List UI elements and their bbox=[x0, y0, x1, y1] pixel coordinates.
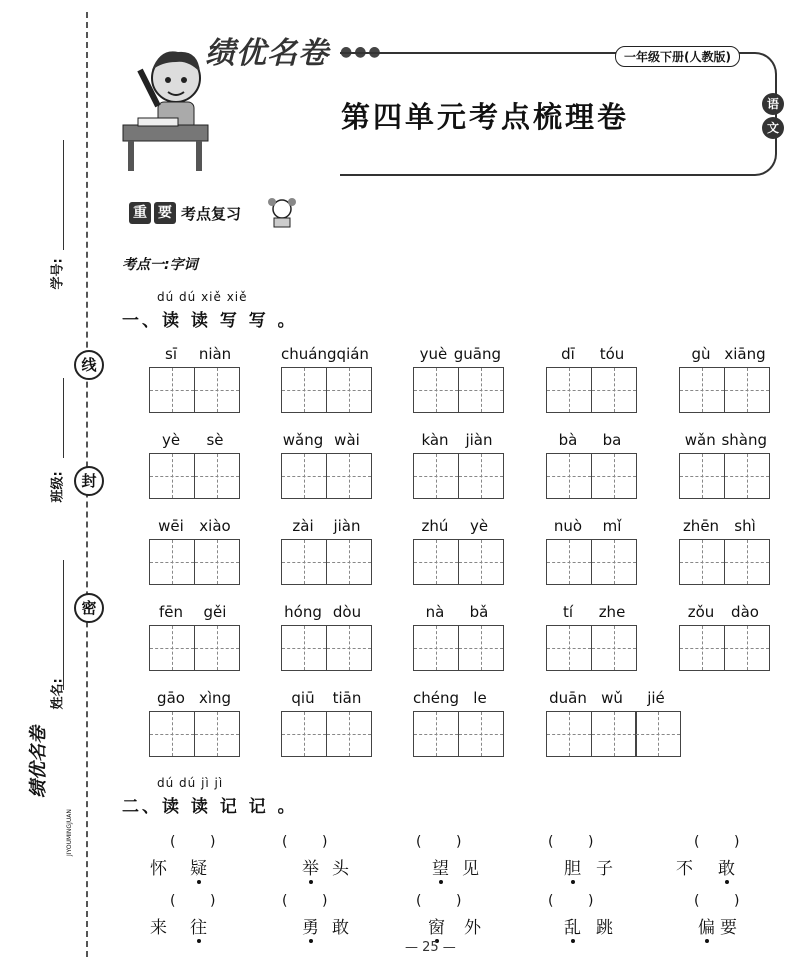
class-label: 班级: bbox=[50, 471, 66, 503]
paren-right: ) bbox=[734, 834, 740, 850]
pinyin-row bbox=[546, 517, 634, 535]
student-at-desk-illustration bbox=[118, 40, 213, 175]
paren-left: ( bbox=[282, 834, 288, 850]
tianzige-cell[interactable] bbox=[724, 625, 770, 671]
tianzige-cell[interactable] bbox=[679, 367, 725, 413]
tianzige-cell[interactable] bbox=[281, 539, 327, 585]
tianzige-cell[interactable] bbox=[149, 453, 195, 499]
read-remember-item bbox=[282, 834, 382, 894]
pinyin-row bbox=[546, 689, 678, 707]
writing-cells bbox=[413, 711, 504, 757]
paren-right: ) bbox=[210, 893, 216, 909]
word-item bbox=[149, 517, 237, 585]
pinyin-row bbox=[281, 431, 369, 449]
tianzige-cell[interactable] bbox=[591, 711, 637, 757]
writing-cells bbox=[281, 453, 372, 499]
pinyin-syllable: yè bbox=[161, 431, 181, 449]
pinyin-row bbox=[679, 517, 767, 535]
paren-left: ( bbox=[416, 834, 422, 850]
seal-xian: 线 bbox=[74, 350, 104, 380]
pinyin-syllable: nà bbox=[425, 603, 445, 621]
pinyin-syllable: wēi bbox=[158, 517, 184, 535]
student-no-label: 学号: bbox=[50, 258, 66, 290]
emphasis-dot bbox=[309, 880, 313, 884]
hanzi-char: 窗 bbox=[428, 918, 445, 938]
tianzige-cell[interactable] bbox=[591, 367, 637, 413]
word-item bbox=[149, 431, 237, 499]
tianzige-cell[interactable] bbox=[635, 711, 681, 757]
emphasis-dot bbox=[197, 880, 201, 884]
word-item bbox=[281, 689, 369, 757]
pinyin-syllable: niàn bbox=[198, 345, 232, 363]
writing-cells bbox=[679, 453, 770, 499]
pinyin-syllable: fēn bbox=[158, 603, 184, 621]
hanzi-char: 勇 bbox=[302, 918, 319, 938]
writing-cells bbox=[281, 711, 372, 757]
paren-left: ( bbox=[548, 834, 554, 850]
paren-right: ) bbox=[588, 893, 594, 909]
word-item bbox=[281, 345, 369, 413]
pinyin-syllable: tí bbox=[562, 603, 574, 621]
pinyin-syllable: zhēn bbox=[682, 517, 720, 535]
pinyin-syllable: shì bbox=[734, 517, 756, 535]
pinyin-row bbox=[149, 345, 237, 363]
pinyin-syllable: ba bbox=[602, 431, 622, 449]
pinyin-syllable: tiān bbox=[332, 689, 362, 707]
hanzi-char: 跳 bbox=[596, 918, 613, 938]
pinyin-syllable: dòu bbox=[332, 603, 362, 621]
word-item bbox=[413, 689, 501, 757]
tianzige-cell[interactable] bbox=[326, 625, 372, 671]
word-item bbox=[281, 603, 369, 671]
writing-cells bbox=[149, 711, 240, 757]
writing-cells bbox=[149, 367, 240, 413]
paren-right: ) bbox=[210, 834, 216, 850]
pinyin-syllable: hóng bbox=[284, 603, 322, 621]
pinyin-row bbox=[679, 603, 767, 621]
word-item bbox=[149, 345, 237, 413]
pinyin-syllable: xìng bbox=[198, 689, 232, 707]
emphasis-dot bbox=[439, 880, 443, 884]
pinyin-row bbox=[546, 603, 634, 621]
tianzige-cell[interactable] bbox=[149, 367, 195, 413]
pinyin-syllable: duān bbox=[549, 689, 587, 707]
pinyin-syllable: bà bbox=[558, 431, 578, 449]
tianzige-cell[interactable] bbox=[724, 453, 770, 499]
pinyin-row bbox=[149, 689, 237, 707]
vertical-logo-text: 绩优名卷 bbox=[28, 726, 49, 798]
tag-box-1: 重 bbox=[129, 202, 151, 224]
tianzige-cell[interactable] bbox=[326, 711, 372, 757]
pinyin-row bbox=[149, 431, 237, 449]
q2-pinyin: dú dú jì jì bbox=[157, 776, 224, 790]
word-item bbox=[413, 431, 501, 499]
pinyin-row bbox=[281, 517, 369, 535]
pinyin-syllable: yuè bbox=[419, 345, 448, 363]
word-item bbox=[546, 431, 634, 499]
emphasis-dot bbox=[705, 939, 709, 943]
read-remember-item bbox=[548, 893, 648, 953]
tag-text: 考点复习 bbox=[181, 205, 242, 223]
read-remember-item bbox=[416, 834, 516, 894]
tianzige-cell[interactable] bbox=[546, 367, 592, 413]
tianzige-cell[interactable] bbox=[413, 625, 459, 671]
writing-cells bbox=[546, 367, 637, 413]
tianzige-cell[interactable] bbox=[679, 453, 725, 499]
hanzi-char: 子 bbox=[596, 859, 613, 879]
pinyin-row bbox=[149, 603, 237, 621]
hanzi-char: 敢 bbox=[718, 859, 735, 879]
word-item bbox=[546, 517, 634, 585]
paren-left: ( bbox=[694, 834, 700, 850]
pinyin-syllable: jiàn bbox=[333, 517, 361, 535]
writing-cells bbox=[679, 539, 770, 585]
read-remember-item bbox=[150, 834, 250, 894]
paren-left: ( bbox=[548, 893, 554, 909]
pinyin-syllable: wǎng bbox=[282, 431, 324, 449]
pinyin-syllable: sè bbox=[206, 431, 224, 449]
writing-cells bbox=[281, 625, 372, 671]
writing-cells bbox=[149, 625, 240, 671]
vertical-logo-sub: JIYOUMINGJUAN bbox=[66, 809, 73, 856]
paren-right: ) bbox=[588, 834, 594, 850]
pinyin-syllable: zhú bbox=[421, 517, 449, 535]
tianzige-cell[interactable] bbox=[326, 539, 372, 585]
tianzige-cell[interactable] bbox=[546, 453, 592, 499]
read-remember-item bbox=[672, 893, 772, 953]
seal-mi: 密 bbox=[74, 593, 104, 623]
emphasis-dot bbox=[309, 939, 313, 943]
hanzi-char: 不 bbox=[676, 859, 693, 879]
tianzige-cell[interactable] bbox=[458, 453, 504, 499]
pinyin-row bbox=[546, 345, 634, 363]
tianzige-cell[interactable] bbox=[194, 367, 240, 413]
writing-cells bbox=[281, 367, 372, 413]
read-remember-item bbox=[282, 893, 382, 953]
word-item bbox=[679, 431, 767, 499]
pinyin-syllable: dào bbox=[731, 603, 759, 621]
hanzi-char: 敢 bbox=[332, 918, 349, 938]
writing-cells bbox=[546, 453, 637, 499]
tianzige-cell[interactable] bbox=[281, 711, 327, 757]
writing-cells bbox=[679, 625, 770, 671]
writing-cells bbox=[546, 711, 681, 757]
paren-left: ( bbox=[282, 893, 288, 909]
paren-left: ( bbox=[416, 893, 422, 909]
pinyin-row bbox=[413, 517, 501, 535]
writing-cells bbox=[679, 367, 770, 413]
writing-cells bbox=[413, 453, 504, 499]
tianzige-cell[interactable] bbox=[679, 625, 725, 671]
student-no-line bbox=[63, 140, 64, 250]
writing-cells bbox=[413, 367, 504, 413]
tianzige-cell[interactable] bbox=[458, 625, 504, 671]
pinyin-syllable: zài bbox=[292, 517, 314, 535]
tianzige-cell[interactable] bbox=[458, 367, 504, 413]
word-item bbox=[413, 603, 501, 671]
hanzi-char: 乱 bbox=[564, 918, 581, 938]
tianzige-cell[interactable] bbox=[591, 453, 637, 499]
read-remember-item bbox=[548, 834, 648, 894]
name-label: 姓名: bbox=[50, 678, 66, 710]
class-line bbox=[63, 378, 64, 458]
pinyin-syllable: shàng bbox=[721, 431, 767, 449]
subject-char-1: 语 bbox=[762, 93, 784, 115]
writing-cells bbox=[413, 625, 504, 671]
hanzi-char: 怀 bbox=[150, 859, 167, 879]
pinyin-row bbox=[679, 345, 767, 363]
tianzige-cell[interactable] bbox=[591, 539, 637, 585]
tianzige-cell[interactable] bbox=[326, 453, 372, 499]
tianzige-cell[interactable] bbox=[326, 367, 372, 413]
pinyin-syllable: wǔ bbox=[601, 689, 623, 707]
paren-right: ) bbox=[456, 834, 462, 850]
pinyin-syllable: dī bbox=[561, 345, 575, 363]
hanzi-char: 望 bbox=[432, 859, 449, 879]
tianzige-cell[interactable] bbox=[458, 539, 504, 585]
hanzi-char: 外 bbox=[464, 918, 481, 938]
tianzige-cell[interactable] bbox=[413, 711, 459, 757]
writing-cells bbox=[281, 539, 372, 585]
pinyin-syllable: qiū bbox=[291, 689, 315, 707]
tianzige-cell[interactable] bbox=[413, 367, 459, 413]
emphasis-dot bbox=[725, 880, 729, 884]
hanzi-char: 偏 bbox=[698, 918, 715, 938]
pinyin-syllable: guāng bbox=[453, 345, 501, 363]
paren-right: ) bbox=[734, 893, 740, 909]
pinyin-syllable: gāo bbox=[157, 689, 185, 707]
paren-left: ( bbox=[170, 834, 176, 850]
hanzi-char: 头 bbox=[332, 859, 349, 879]
pinyin-syllable: chéng bbox=[413, 689, 460, 707]
pinyin-syllable: gěi bbox=[203, 603, 227, 621]
tianzige-cell[interactable] bbox=[149, 711, 195, 757]
pinyin-syllable: sī bbox=[165, 345, 177, 363]
word-item bbox=[281, 431, 369, 499]
brand-dots: ●●● bbox=[340, 44, 383, 60]
tianzige-cell[interactable] bbox=[724, 367, 770, 413]
grade-label: 一年级下册(人教版) bbox=[615, 46, 740, 67]
q1-title: 一、读 读 写 写 。 bbox=[122, 311, 298, 331]
writing-cells bbox=[149, 539, 240, 585]
pinyin-syllable: jié bbox=[647, 689, 665, 707]
girl-icon bbox=[265, 197, 299, 229]
paren-left: ( bbox=[170, 893, 176, 909]
read-remember-item bbox=[672, 834, 772, 894]
hanzi-char: 举 bbox=[302, 859, 319, 879]
q2-title: 二、读 读 记 记 。 bbox=[122, 797, 298, 817]
pinyin-syllable: bǎ bbox=[469, 603, 489, 621]
pinyin-row bbox=[413, 431, 501, 449]
paren-left: ( bbox=[694, 893, 700, 909]
tianzige-cell[interactable] bbox=[281, 367, 327, 413]
pinyin-row bbox=[281, 603, 369, 621]
hanzi-char: 疑 bbox=[190, 859, 207, 879]
word-item bbox=[679, 517, 767, 585]
paren-right: ) bbox=[322, 893, 328, 909]
tianzige-cell[interactable] bbox=[149, 539, 195, 585]
pinyin-syllable: xiào bbox=[199, 517, 231, 535]
pinyin-syllable: gù bbox=[691, 345, 711, 363]
paren-right: ) bbox=[456, 893, 462, 909]
paren-right: ) bbox=[322, 834, 328, 850]
pinyin-syllable: chuáng bbox=[281, 345, 337, 363]
pinyin-syllable: wǎn bbox=[684, 431, 716, 449]
emphasis-dot bbox=[197, 939, 201, 943]
writing-cells bbox=[546, 539, 637, 585]
tianzige-cell[interactable] bbox=[413, 453, 459, 499]
word-item bbox=[546, 345, 634, 413]
pinyin-syllable: zhe bbox=[598, 603, 626, 621]
tianzige-cell[interactable] bbox=[194, 625, 240, 671]
section-tag bbox=[125, 199, 303, 229]
hanzi-char: 来 bbox=[150, 918, 167, 938]
writing-cells bbox=[546, 625, 637, 671]
tianzige-cell[interactable] bbox=[194, 539, 240, 585]
tianzige-cell[interactable] bbox=[458, 711, 504, 757]
pinyin-row bbox=[413, 689, 501, 707]
word-item bbox=[546, 603, 634, 671]
tianzige-cell[interactable] bbox=[546, 711, 592, 757]
emphasis-dot bbox=[571, 880, 575, 884]
tianzige-cell[interactable] bbox=[546, 539, 592, 585]
tianzige-cell[interactable] bbox=[281, 625, 327, 671]
word-item bbox=[149, 603, 237, 671]
point-heading: 考点一:字词 bbox=[122, 257, 198, 273]
tianzige-cell[interactable] bbox=[724, 539, 770, 585]
pinyin-row bbox=[413, 345, 501, 363]
page-number: — 25 — bbox=[405, 940, 456, 955]
tianzige-cell[interactable] bbox=[546, 625, 592, 671]
pinyin-row bbox=[281, 345, 369, 363]
emphasis-dot bbox=[571, 939, 575, 943]
writing-cells bbox=[413, 539, 504, 585]
hanzi-char: 胆 bbox=[564, 859, 581, 879]
subject-char-2: 文 bbox=[762, 117, 784, 139]
pinyin-syllable: qián bbox=[336, 345, 369, 363]
word-item bbox=[281, 517, 369, 585]
word-item bbox=[679, 603, 767, 671]
pinyin-row bbox=[546, 431, 634, 449]
pinyin-syllable: nuò bbox=[553, 517, 583, 535]
brand-logo: 绩优名卷 bbox=[205, 36, 329, 71]
pinyin-syllable: le bbox=[473, 689, 487, 707]
tianzige-cell[interactable] bbox=[149, 625, 195, 671]
pinyin-syllable: yè bbox=[469, 517, 489, 535]
word-item bbox=[546, 689, 678, 757]
tianzige-cell[interactable] bbox=[194, 711, 240, 757]
tag-box-2: 要 bbox=[154, 202, 176, 224]
hanzi-char: 要 bbox=[720, 918, 737, 938]
pinyin-syllable: jiàn bbox=[465, 431, 493, 449]
word-item bbox=[413, 345, 501, 413]
pinyin-row bbox=[679, 431, 767, 449]
subject-badge bbox=[762, 93, 786, 141]
seal-feng: 封 bbox=[74, 466, 104, 496]
hanzi-char: 往 bbox=[190, 918, 207, 938]
pinyin-syllable: wài bbox=[334, 431, 360, 449]
page-title: 第四单元考点梳理卷 bbox=[340, 100, 629, 134]
pinyin-syllable: kàn bbox=[421, 431, 449, 449]
tianzige-cell[interactable] bbox=[413, 539, 459, 585]
name-line bbox=[63, 560, 64, 690]
tianzige-cell[interactable] bbox=[194, 453, 240, 499]
q1-pinyin: dú dú xiě xiě bbox=[157, 290, 248, 304]
pinyin-syllable: mǐ bbox=[602, 517, 622, 535]
pinyin-syllable: xiāng bbox=[724, 345, 766, 363]
pinyin-row bbox=[149, 517, 237, 535]
tianzige-cell[interactable] bbox=[591, 625, 637, 671]
word-item bbox=[679, 345, 767, 413]
pinyin-syllable: tóu bbox=[599, 345, 625, 363]
word-item bbox=[149, 689, 237, 757]
tianzige-cell[interactable] bbox=[679, 539, 725, 585]
pinyin-syllable: zǒu bbox=[687, 603, 715, 621]
tianzige-cell[interactable] bbox=[281, 453, 327, 499]
hanzi-char: 见 bbox=[462, 859, 479, 879]
word-item bbox=[413, 517, 501, 585]
vertical-logo bbox=[20, 726, 80, 868]
writing-cells bbox=[149, 453, 240, 499]
pinyin-row bbox=[281, 689, 369, 707]
pinyin-row bbox=[413, 603, 501, 621]
read-remember-item bbox=[150, 893, 250, 953]
